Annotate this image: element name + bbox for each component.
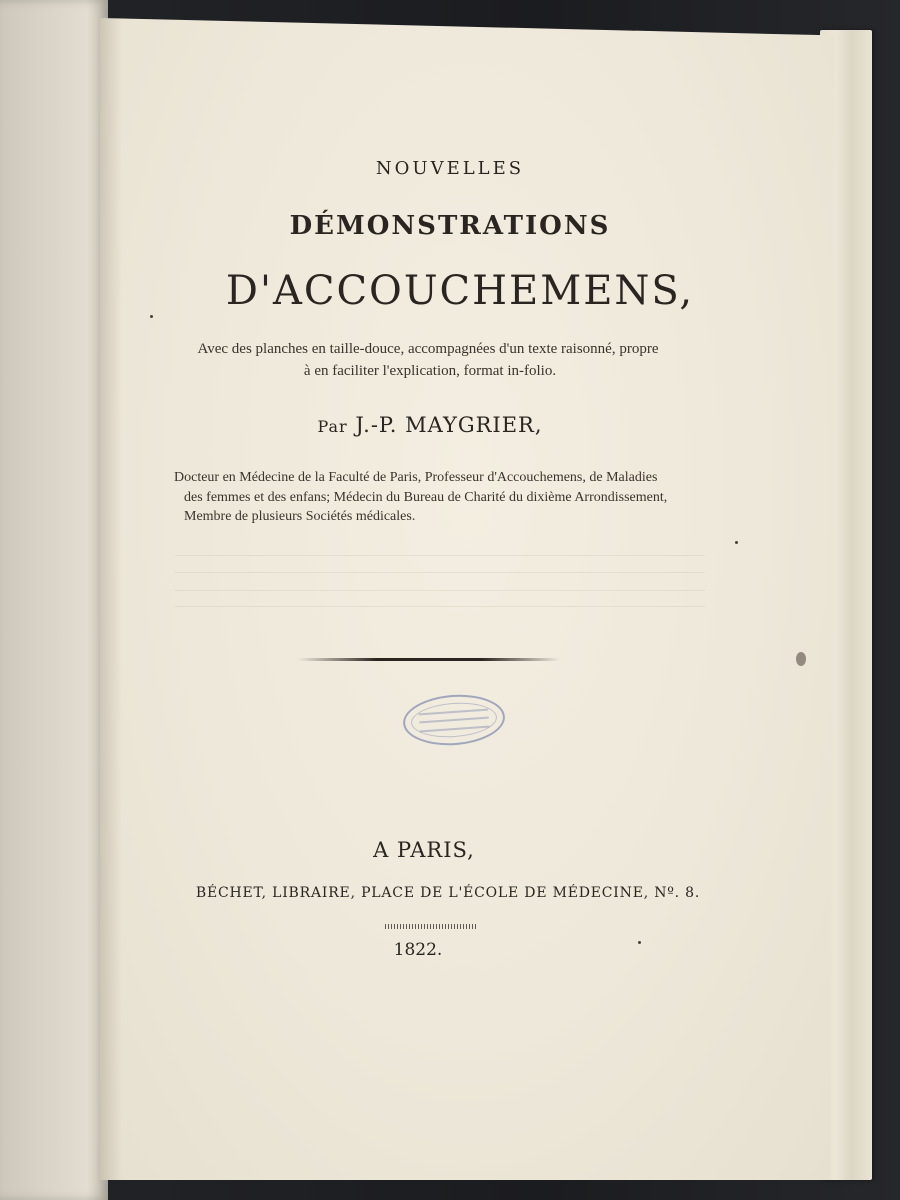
author-line <box>0 413 880 437</box>
bleed-through-line <box>175 572 705 573</box>
imprint-publisher: BÉCHET, LIBRAIRE, PLACE DE L'ÉCOLE DE MÉDECINE, Nº. 8. <box>195 885 701 901</box>
paper-speck <box>638 941 641 944</box>
credentials-line-3: Membre de plusieurs Sociétés médicales. <box>184 509 416 524</box>
bleed-through-line <box>175 590 705 591</box>
author-name: J.-P. MAYGRIER, <box>355 413 543 437</box>
subtitle-line-2: à en faciliter l'explication, format in-folio. <box>303 363 557 379</box>
credentials-line-2: des femmes et des enfans; Médecin du Bureau de Charité du dixième Arrondissement, <box>184 490 668 505</box>
author-prefix: Par <box>317 417 348 436</box>
decorative-rule <box>298 658 560 661</box>
bleed-through-line <box>175 555 705 556</box>
book-cover-board <box>0 0 108 1200</box>
subtitle-line-1: Avec des planches en taille-douce, accompagnées d'un texte raisonné, propre <box>197 341 659 357</box>
paper-stain <box>796 652 806 666</box>
ornamental-divider <box>385 924 477 929</box>
title-line-1: NOUVELLES <box>375 158 525 179</box>
imprint-place: A PARIS, <box>373 838 475 862</box>
gutter-shadow <box>100 18 122 1180</box>
title-page <box>100 18 835 1180</box>
imprint-year: 1822. <box>393 940 443 960</box>
title-line-3: D'ACCOUCHEMENS, <box>225 268 695 314</box>
paper-speck <box>150 315 153 318</box>
bleed-through-line <box>175 606 705 607</box>
paper-speck <box>735 541 738 544</box>
credentials-line-1: Docteur en Médecine de la Faculté de Paris, Professeur d'Accouchemens, de Maladies <box>174 470 658 485</box>
title-line-2: DÉMONSTRATIONS <box>289 211 611 241</box>
